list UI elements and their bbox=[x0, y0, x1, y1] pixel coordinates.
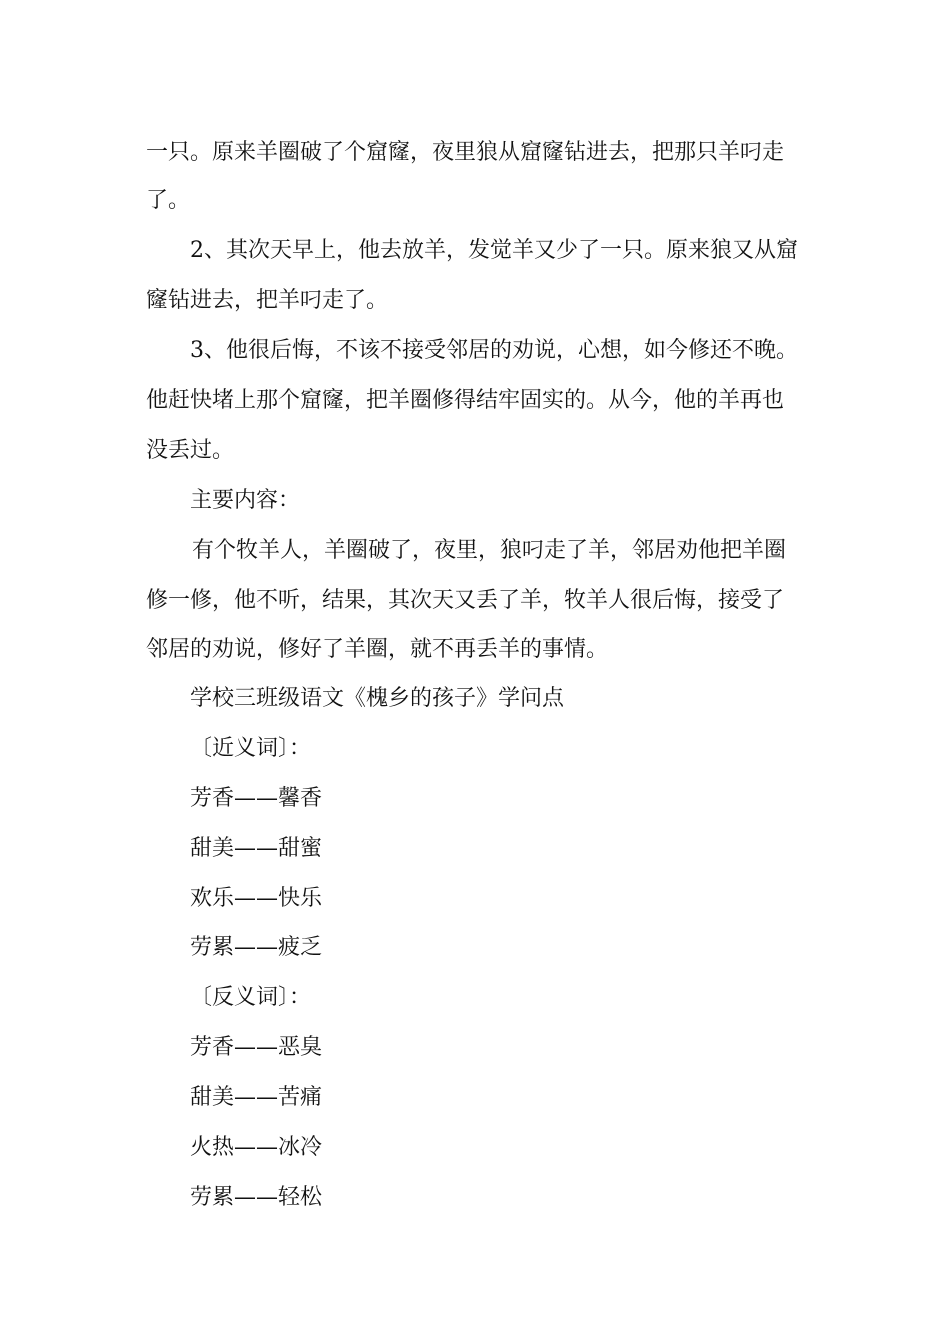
section-title: 学校三班级语文《槐乡的孩子》学问点 bbox=[190, 686, 565, 711]
synonym-pair: 欢乐——快乐 bbox=[190, 886, 323, 911]
antonym-pair: 火热——冰冷 bbox=[190, 1135, 323, 1160]
paragraph-3-line-3: 没丢过。 bbox=[146, 438, 235, 463]
antonym-pair: 劳累——轻松 bbox=[190, 1185, 323, 1210]
synonym-pair: 劳累——疲乏 bbox=[190, 935, 323, 960]
paragraph-1-line-2: 了。 bbox=[146, 188, 191, 213]
main-content-line-1: 有个牧羊人，羊圈破了，夜里，狼叼走了羊，邻居劝他把羊圈 bbox=[192, 538, 787, 563]
antonyms-heading: 〔反义词〕： bbox=[190, 985, 312, 1010]
paragraph-2-line-2: 窿钻进去，把羊叼走了。 bbox=[146, 288, 389, 313]
synonyms-heading: 〔近义词〕： bbox=[190, 736, 312, 761]
synonym-pair: 芳香——馨香 bbox=[190, 786, 323, 811]
main-content-line-3: 邻居的劝说，修好了羊圈，就不再丢羊的事情。 bbox=[146, 637, 609, 662]
synonym-pair: 甜美——甜蜜 bbox=[190, 836, 323, 861]
paragraph-1-line-1: 一只。原来羊圈破了个窟窿，夜里狼从窟窿钻进去，把那只羊叼走 bbox=[146, 140, 785, 165]
paragraph-3-line-2: 他赶快堵上那个窟窿，把羊圈修得结牢固实的。从今，他的羊再也 bbox=[146, 388, 785, 413]
antonym-pair: 甜美——苦痛 bbox=[190, 1085, 323, 1110]
antonym-pair: 芳香——恶臭 bbox=[190, 1035, 323, 1060]
paragraph-2-line-1: 2、其次天早上，他去放羊，发觉羊又少了一只。原来狼又从窟 bbox=[190, 238, 798, 263]
main-content-line-2: 修一修，他不听，结果，其次天又丢了羊，牧羊人很后悔，接受了 bbox=[146, 588, 785, 613]
paragraph-3-line-1: 3、他很后悔，不该不接受邻居的劝说，心想，如今修还不晚。 bbox=[190, 338, 798, 363]
main-content-heading: 主要内容： bbox=[190, 488, 301, 513]
